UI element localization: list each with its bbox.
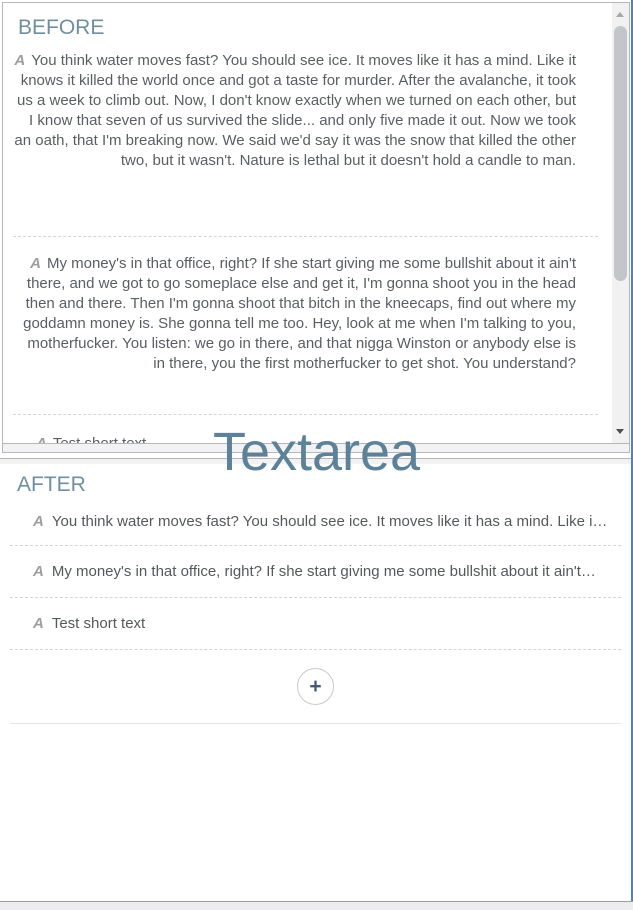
textarea-item-collapsed[interactable] <box>10 497 621 546</box>
add-item-button[interactable]: + <box>297 668 334 705</box>
before-rows <box>13 49 598 455</box>
textarea-item-text: My money's in that office, right? If she start giving me some bullshit about it ain't there, and we got to go someplace else and get it, I'm gonna shoot you in the head then and there. Then I'm gonna shoot that bitch in the kneecaps, find out where my goddamn money is. She gonna tell me too. Hey, look at me when I'm talking to you, motherfucker. You listen: we go in there, and that nigga Winston or anybody else is in there, you the first motherfucker to get shot. You understand? <box>23 255 576 372</box>
text-field-icon: A <box>14 52 26 69</box>
text-field-icon: A <box>33 512 44 530</box>
textarea-item[interactable] <box>13 237 598 415</box>
textarea-item-text: You think water moves fast? You should see ice. It moves like it has a mind. Like it knows it killed the world once and got a taste for murder. After the avalanche, it took us a week to climb out. Now, I don't know exactly when we turned on each other, but I know that seven of us survived the slide... and only five made it out. Now we took an oath, that I'm breaking now. We said we'd say it was the snow that killed the other two, but it wasn't. Nature is lethal but it doesn't hold a candle to man. <box>14 52 576 169</box>
before-panel <box>2 2 630 453</box>
vertical-scrollbar[interactable] <box>612 3 629 443</box>
scrollbar-up-icon[interactable] <box>612 6 629 23</box>
after-heading: AFTER <box>17 473 86 496</box>
text-field-icon: A <box>30 255 41 272</box>
text-field-icon: A <box>33 563 44 580</box>
page-title: Textarea <box>212 422 421 482</box>
textarea-item[interactable] <box>13 49 598 237</box>
after-rows <box>10 497 621 724</box>
add-item-row <box>10 650 621 724</box>
before-panel-content <box>3 3 612 443</box>
window-footer-strip <box>0 901 633 910</box>
textarea-item-text: Test short text <box>51 615 146 632</box>
textarea-item-collapsed[interactable] <box>10 546 621 598</box>
after-panel <box>0 464 631 901</box>
before-heading: BEFORE <box>18 16 105 39</box>
textarea-item-collapsed[interactable] <box>10 598 621 650</box>
text-field-icon: A <box>33 615 44 632</box>
scrollbar-thumb[interactable] <box>614 26 627 281</box>
textarea-item-text: You think water moves fast? You should see ice. It moves like it has a mind. Like i… <box>51 512 608 530</box>
textarea-item-text: My money's in that office, right? If she start giving me some bullshit about it ain't… <box>51 563 596 580</box>
